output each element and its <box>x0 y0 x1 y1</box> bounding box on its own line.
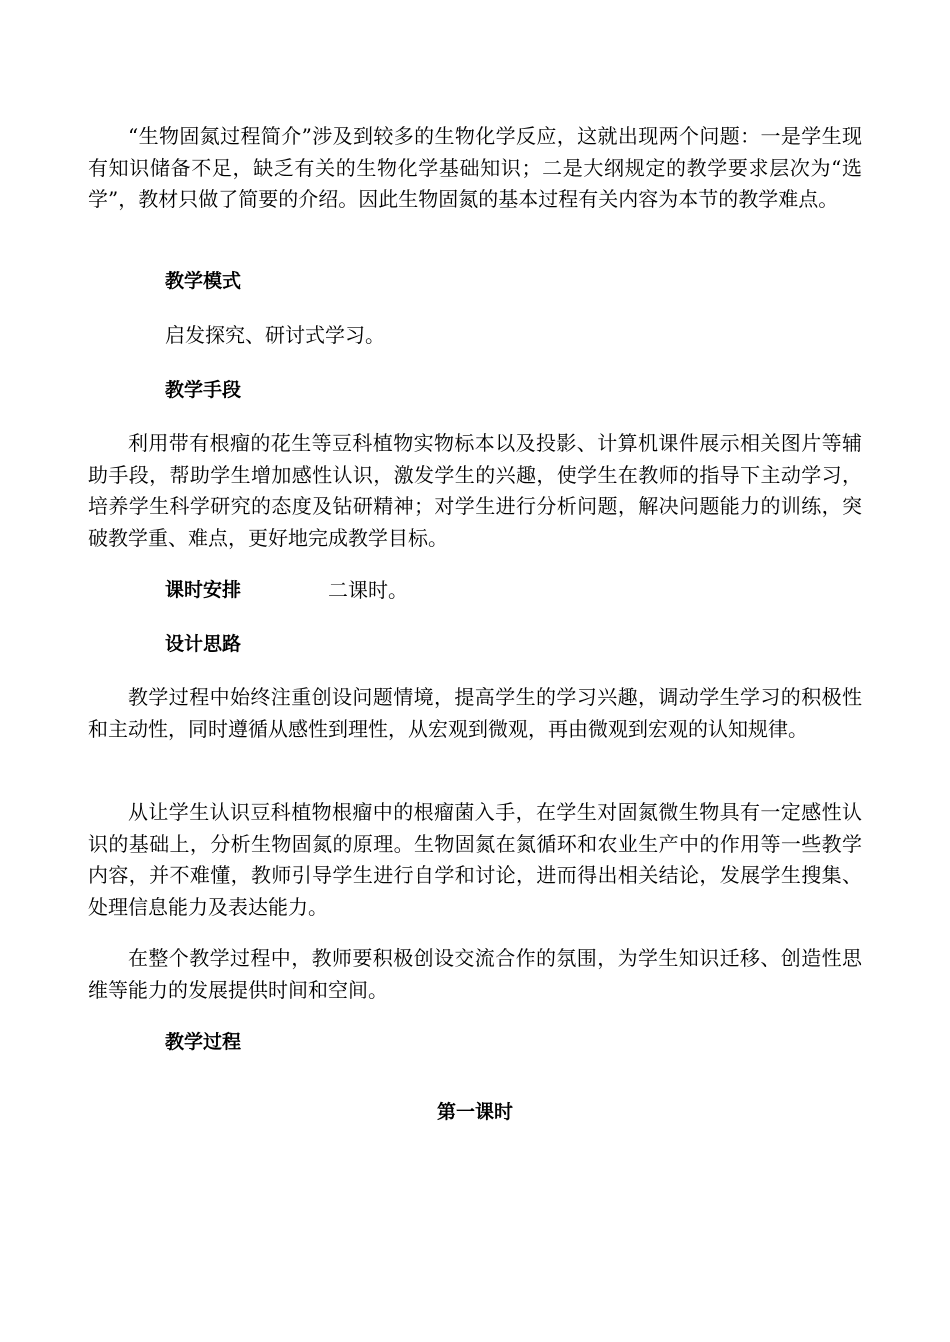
heading-teaching-mode: 教学模式 <box>165 270 242 292</box>
paragraph-design-2: 从让学生认识豆科植物根瘤中的根瘤菌入手，在学生对固氮微生物具有一定感性认识的基础上，分析生物固氮的原理。生物固氮在氮循环和农业生产中的作用等一些教学内容，并不难懂，教师引导学生进行自学和讨论，进而得出相关结论，发展学生搜集、处理信息能力及表达能力。 <box>88 800 862 919</box>
heading-schedule <box>88 575 939 607</box>
paragraph-teaching-means: 利用带有根瘤的花生等豆科植物实物标本以及投影、计算机课件展示相关图片等辅助手段，帮助学生增加感性认识，激发学生的兴趣，使学生在教师的指导下主动学习，培养学生科学研究的态度及钻研精神；对学生进行分析问题，解决问题能力的训练，突破教学重、难点，更好地完成教学目标。 <box>88 431 862 550</box>
schedule-label: 课时安排 <box>165 579 242 601</box>
heading-teaching-means: 教学手段 <box>165 379 242 401</box>
teaching-mode-text: 启发探究、研讨式学习。 <box>165 323 385 347</box>
heading-design-idea: 设计思路 <box>165 633 242 655</box>
paragraph-design-1: 教学过程中始终注重创设问题情境，提高学生的学习兴趣，调动学生学习的积极性和主动性，同时遵循从感性到理性，从宏观到微观，再由微观到宏观的认知规律。 <box>88 685 862 741</box>
heading-first-lesson: 第一课时 <box>436 1101 513 1123</box>
schedule-value: 二课时。 <box>328 578 408 602</box>
heading-teaching-process: 教学过程 <box>165 1031 242 1053</box>
paragraph-teaching-difficulty: “生物固氮过程简介”涉及到较多的生物化学反应，这就出现两个问题：一是学生现有知识储备不足，缺乏有关的生物化学基础知识；二是大纲规定的教学要求层次为“选学”，教材只做了简要的介绍。因此生物固氮的基本过程有关内容为本节的教学难点。 <box>88 124 862 211</box>
paragraph-design-3: 在整个教学过程中，教师要积极创设交流合作的氛围，为学生知识迁移、创造性思维等能力的发展提供时间和空间。 <box>88 946 862 1002</box>
